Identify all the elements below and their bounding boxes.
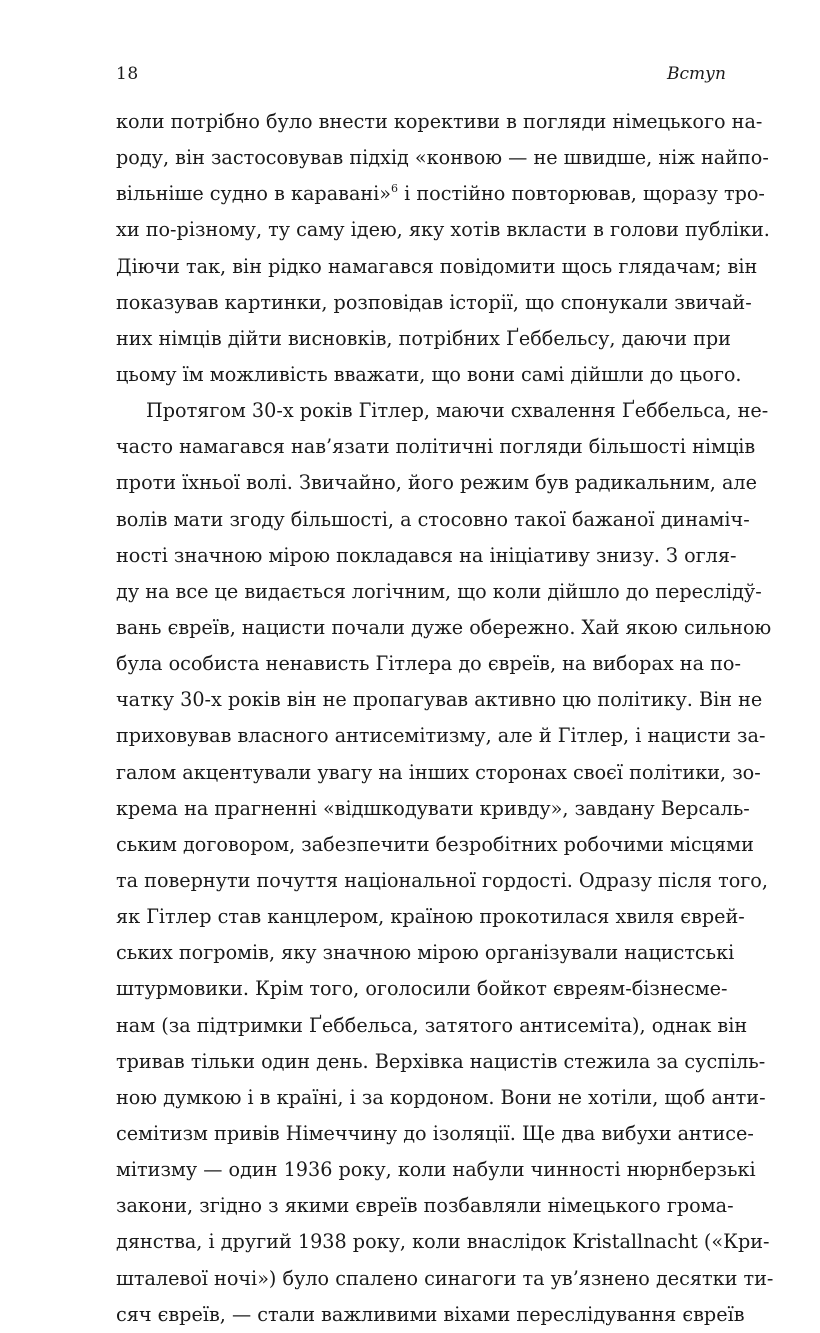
text-line: дянства, і другий 1938 року, коли внаслідок Kristallnacht («Кри- [116,1230,770,1254]
text-line: тривав тільки один день. Верхівка нацистів стежила за суспіль- [116,1049,766,1073]
text-line: була особиста ненависть Гітлера до євреїв, на виборах на по- [116,652,741,676]
text-line: семітизм привів Німеччину до ізоляції. Ще два вибухи антисе- [116,1121,754,1145]
text-line: крема на прагненні «відшкодувати кривду», завдану Версаль- [116,796,750,820]
text-line: хи по-різному, ту саму ідею, яку хотів вкласти в голови публіки. [116,218,770,242]
text-line: чатку 30-х років він не пропагував активно цю політику. Він не [116,688,763,712]
footnote-marker: 6 [391,182,399,196]
text-line: як Гітлер став канцлером, країною прокотилася хвиля єврей- [116,905,745,929]
text-line-part: і постійно повторював, щоразу тро- [398,182,765,206]
text-line: волів мати згоду більшості, а стосовно такої бажаної динаміч- [116,507,750,531]
text-line: ду на все це видається логічним, що коли дійшло до переслідў- [116,579,762,603]
text-line: проти їхньої волі. Звичайно, його режим був радикальним, але [116,471,757,495]
running-head: Вступ [667,64,726,84]
text-line [116,176,765,212]
text-line: показував картинки, розповідав історії, що спонукали звичай- [116,290,752,314]
text-line: та повернути почуття національної гордості. Одразу після того, [116,868,768,892]
text-line: роду, він застосовував підхід «конвою — не швидше, ніж найпо- [116,146,769,170]
text-line: цьому їм можливість вважати, що вони самі дійшли до цього. [116,362,742,386]
page-number: 18 [116,64,139,84]
text-line: них німців дійти висновків, потрібних Ґеббельсу, даючи при [116,326,731,350]
text-line: ських погромів, яку значною мірою організували нацистські [116,941,735,965]
text-line: мітизму — один 1936 року, коли набули чинності нюрнберзькі [116,1158,756,1182]
text-line: нам (за підтримки Ґеббельса, затятого антисеміта), однак він [116,1013,748,1037]
text-line: приховував власного антисемітизму, але й Гітлер, і нацисти за- [116,724,766,748]
text-line: вань євреїв, нацисти почали дуже обережно. Хай якою сильною [116,615,772,639]
text-line: коли потрібно було внести корективи в погляди німецького на- [116,110,763,133]
body-text [116,104,774,1333]
text-line: штурмовики. Крім того, оголосили бойкот євреям-бізнесме- [116,977,728,1001]
text-line: ності значною мірою покладався на ініціативу знизу. З огля- [116,543,737,567]
text-line: шталевої ночі») було спалено синагоги та ув’язнено десятки ти- [116,1266,774,1290]
text-line: ною думкою і в країні, і за кордоном. Вони не хотіли, щоб анти- [116,1085,766,1109]
text-line: Діючи так, він рідко намагався повідомити щось глядачам; він [116,254,758,278]
text-line: закони, згідно з якими євреїв позбавляли німецького грома- [116,1194,734,1218]
text-line-part: вільніше судно в каравані» [116,182,392,206]
text-line: ським договором, забезпечити безробітних робочими місцями [116,832,754,856]
text-line: часто намагався нав’язати політичні погляди більшості німців [116,435,756,459]
text-line: сяч євреїв, — стали важливими віхами переслідування євреїв [116,1302,745,1326]
text-line: галом акцентували увагу на інших сторонах своєї політики, зо- [116,760,761,784]
text-line: Протягом 30-х років Гітлер, маючи схвалення Ґеббельса, не- [146,399,769,423]
